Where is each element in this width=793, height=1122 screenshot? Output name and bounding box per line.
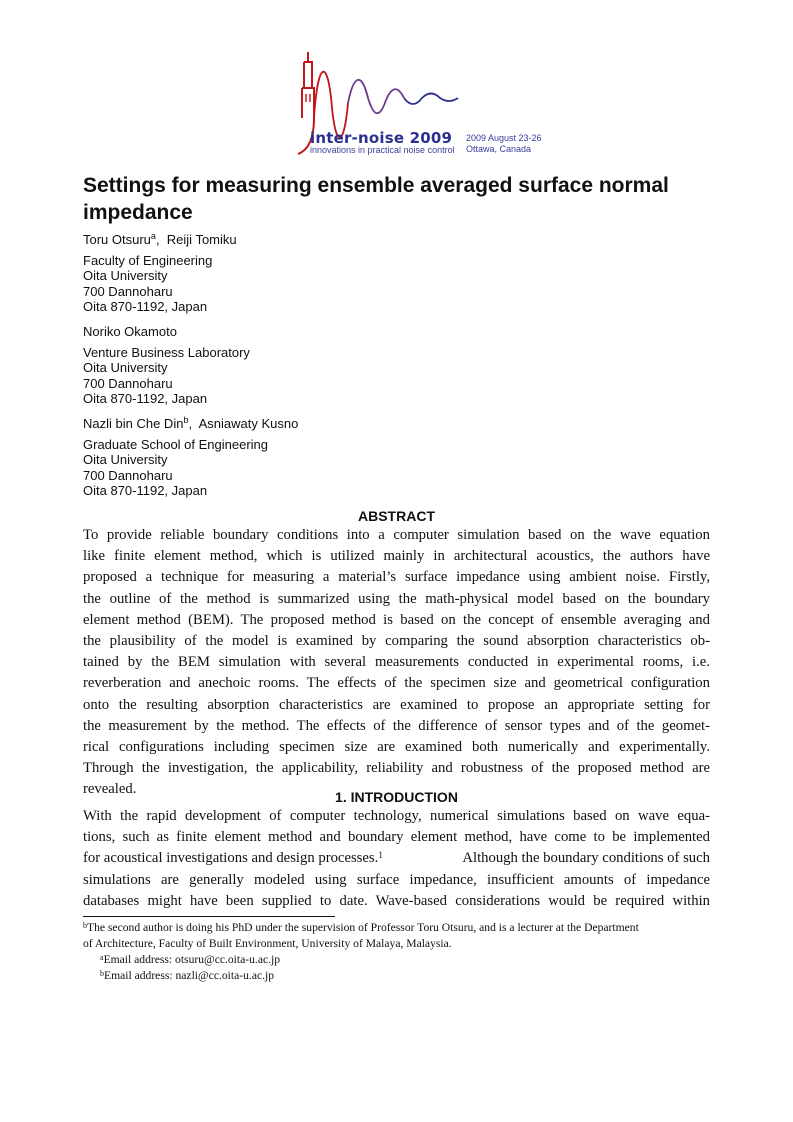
abstract-line: the plausibility of the model is examined by comparing the sound absorption characteristics ob- — [83, 632, 710, 649]
abstract-heading: ABSTRACT — [358, 508, 435, 524]
intro-line: databases might have been supplied to date. Wave-based considerations would be required within — [83, 892, 710, 909]
abstract-line: To provide reliable boundary conditions into a computer simulation based on the wave equation — [83, 527, 710, 543]
footnote-b-continued: of Architecture, Faculty of Built Environment, University of Malaya, Malaysia. — [83, 937, 452, 950]
author-affiliation-mark: a — [150, 231, 156, 241]
affiliation-line: Oita University — [83, 268, 168, 283]
author-names: Toru Otsuru$^a$, Reiji Tomiku — [83, 231, 237, 247]
footnotes — [83, 920, 713, 984]
affiliation-line: Venture Business Laboratory — [83, 344, 250, 360]
conference-location: Ottawa, Canada — [466, 144, 532, 154]
footnote-mark: a — [100, 953, 104, 962]
abstract-line: proposed a technique for measuring a material’s surface impedance using ambient noise. Firstly, — [83, 569, 710, 586]
abstract-line: reverberation and anechoic rooms. The effects of the specimen size and geometrical configuration — [83, 675, 710, 692]
affiliation-line: Oita University — [83, 452, 168, 467]
author-name: Reiji Tomiku — [166, 232, 237, 247]
abstract-line: Through the investigation, the applicability, reliability and robustness of the proposed method are — [83, 760, 710, 777]
author-names: Nazli bin Che Din$^b$, Asniawaty Kusno — [83, 415, 299, 431]
affiliation-line: 700 Dannoharu — [83, 467, 173, 483]
paper-title: Settings for measuring ensemble averaged surface normal impedance — [83, 174, 669, 224]
affiliation-line: 700 Dannoharu — [83, 375, 173, 391]
intro-line: simulations are generally modeled using surface impedance, insufficient amounts of impedance — [83, 871, 710, 888]
affiliation-line: Oita 870-1192, Japan — [83, 483, 208, 498]
author-group-2 — [83, 324, 483, 407]
intro-text: for acoustical investigations and design processes. — [83, 850, 379, 867]
affiliation-line: 700 Dannoharu — [83, 283, 173, 299]
abstract-line: like finite element method, which is utilized mainly in architectural acoustics, the authors have — [83, 548, 710, 565]
abstract-line: onto the resulting absorption characteristics are examined to propose an appropriate setting for — [83, 696, 710, 713]
affiliation-line: Oita 870-1192, Japan — [83, 299, 208, 314]
affiliation-line: Faculty of Engineering — [83, 252, 213, 268]
affiliation-line: Oita University — [83, 360, 168, 375]
conference-date: 2009 August 23-26 — [466, 133, 542, 143]
footnote-email-a — [83, 952, 713, 968]
author-group-3 — [83, 416, 483, 499]
author-name: Asniawaty Kusno — [198, 416, 299, 431]
footnote-b — [83, 920, 713, 936]
abstract-line: revealed. — [83, 781, 137, 798]
affiliation-line: Oita 870-1192, Japan — [83, 391, 208, 406]
conference-date-location — [466, 133, 542, 155]
author-affiliation-mark: b — [183, 415, 189, 425]
sound-wave-icon — [314, 72, 458, 138]
footnote-mark: b — [100, 969, 104, 978]
logo-title: inter-noise 2009 — [310, 129, 453, 147]
footnote-text: Email address: nazli@cc.oita-u.ac.jp — [104, 969, 275, 982]
footnote-email-b — [83, 968, 713, 984]
author-name: Toru Otsuru — [83, 232, 151, 247]
abstract-line: tained by the BEM simulation with several measurements conducted in experimental rooms, i.e. — [83, 654, 710, 671]
footnote-text: Email address: otsuru@cc.oita-u.ac.jp — [103, 953, 281, 966]
intro-line: With the rapid development of computer technology, numerical simulations based on wave equa- — [83, 808, 710, 824]
intro-line: tions, such as finite element method and boundary element method, have come to be implemented — [83, 829, 710, 846]
author-group-1 — [83, 232, 483, 315]
reference-mark: 1 — [378, 850, 383, 861]
footnote-divider — [83, 916, 335, 917]
logo-tagline: innovations in practical noise control — [310, 145, 455, 155]
footnote-text: The second author is doing his PhD under the supervision of Professor Toru Otsuru, and is a lecturer at the Department — [87, 921, 639, 934]
abstract-line: the measurement by the method. The effects of the difference of sensor types and of the geomet- — [83, 717, 710, 734]
abstract-line: element method (BEM). The proposed method is based on the concept of ensemble averaging and — [83, 611, 710, 628]
intro-line — [83, 848, 710, 869]
footnote-mark: b — [83, 921, 87, 930]
introduction-heading: 1. INTRODUCTION — [335, 789, 458, 805]
abstract-line: rical configurations including specimen size are examined both numerically and experimentally. — [83, 738, 710, 755]
introduction-body — [83, 806, 710, 912]
author-name: Nazli bin Che Din — [83, 416, 184, 431]
affiliation-line: Graduate School of Engineering — [83, 436, 269, 452]
intro-line-start — [83, 848, 383, 869]
intro-line-end: Although the boundary conditions of such — [462, 850, 710, 867]
author-name: Noriko Okamoto — [83, 324, 177, 339]
abstract-line: the outline of the method is summarized using the math-physical model based on the boundary — [83, 590, 710, 607]
abstract-body — [83, 525, 710, 800]
